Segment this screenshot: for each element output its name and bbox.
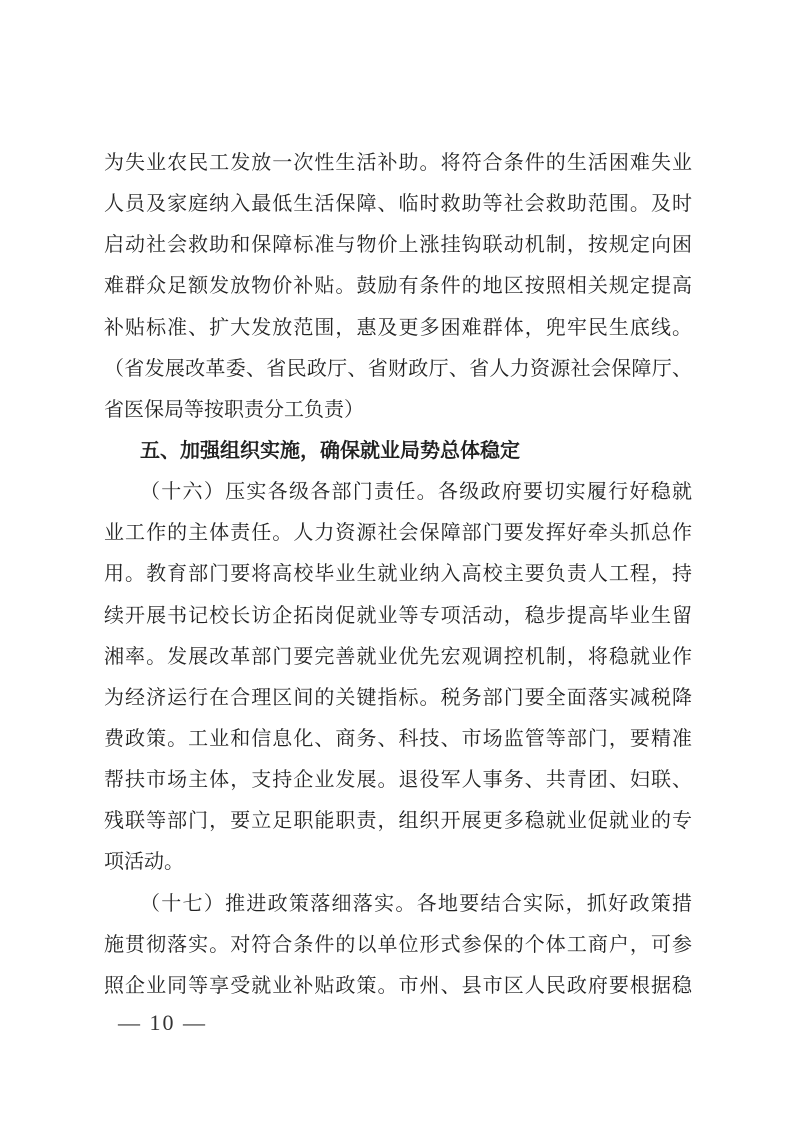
- text-line: 照企业同等享受就业补贴政策。市州、县市区人民政府要根据稳: [104, 972, 692, 997]
- text-line: （十七）推进政策落细落实。各地要结合实际，抓好政策措: [140, 890, 692, 915]
- page-number: — 10 —: [118, 1010, 207, 1035]
- text-line: 续开展书记校长访企拓岗促就业等专项活动，稳步提高毕业生留: [104, 602, 692, 627]
- text-line: 省医保局等按职责分工负责）: [104, 396, 364, 421]
- text-line: 帮扶市场主体，支持企业发展。退役军人事务、共青团、妇联、: [104, 767, 692, 792]
- section-heading: 五、加强组织实施，确保就业局势总体稳定: [140, 437, 520, 462]
- text-line: 施贯彻落实。对符合条件的以单位形式参保的个体工商户，可参: [104, 931, 692, 956]
- text-line: 难群众足额发放物价补贴。鼓励有条件的地区按照相关规定提高: [104, 273, 692, 298]
- text-line: 湘率。发展改革部门要完善就业优先宏观调控机制，将稳就业作: [104, 643, 692, 668]
- text-line: 残联等部门，要立足职能职责，组织开展更多稳就业促就业的专: [104, 808, 692, 833]
- text-line: 启动社会救助和保障标准与物价上涨挂钩联动机制，按规定向困: [104, 232, 692, 257]
- text-line: 用。教育部门要将高校毕业生就业纳入高校主要负责人工程，持: [104, 561, 692, 586]
- text-line: 为经济运行在合理区间的关键指标。税务部门要全面落实减税降: [104, 684, 692, 709]
- text-line: 项活动。: [104, 849, 184, 874]
- text-line: 业工作的主体责任。人力资源社会保障部门要发挥好牵头抓总作: [104, 520, 692, 545]
- text-line: 为失业农民工发放一次性生活补助。将符合条件的生活困难失业: [104, 150, 692, 174]
- text-line: （省发展改革委、省民政厅、省财政厅、省人力资源社会保障厅、: [104, 355, 692, 380]
- text-line: 人员及家庭纳入最低生活保障、临时救助等社会救助范围。及时: [104, 191, 692, 216]
- text-line: 费政策。工业和信息化、商务、科技、市场监管等部门，要精准: [104, 725, 692, 750]
- text-line: 补贴标准、扩大发放范围，惠及更多困难群体，兜牢民生底线。: [104, 314, 692, 339]
- document-body: [104, 142, 692, 1006]
- text-line: （十六）压实各级各部门责任。各级政府要切实履行好稳就: [140, 479, 692, 504]
